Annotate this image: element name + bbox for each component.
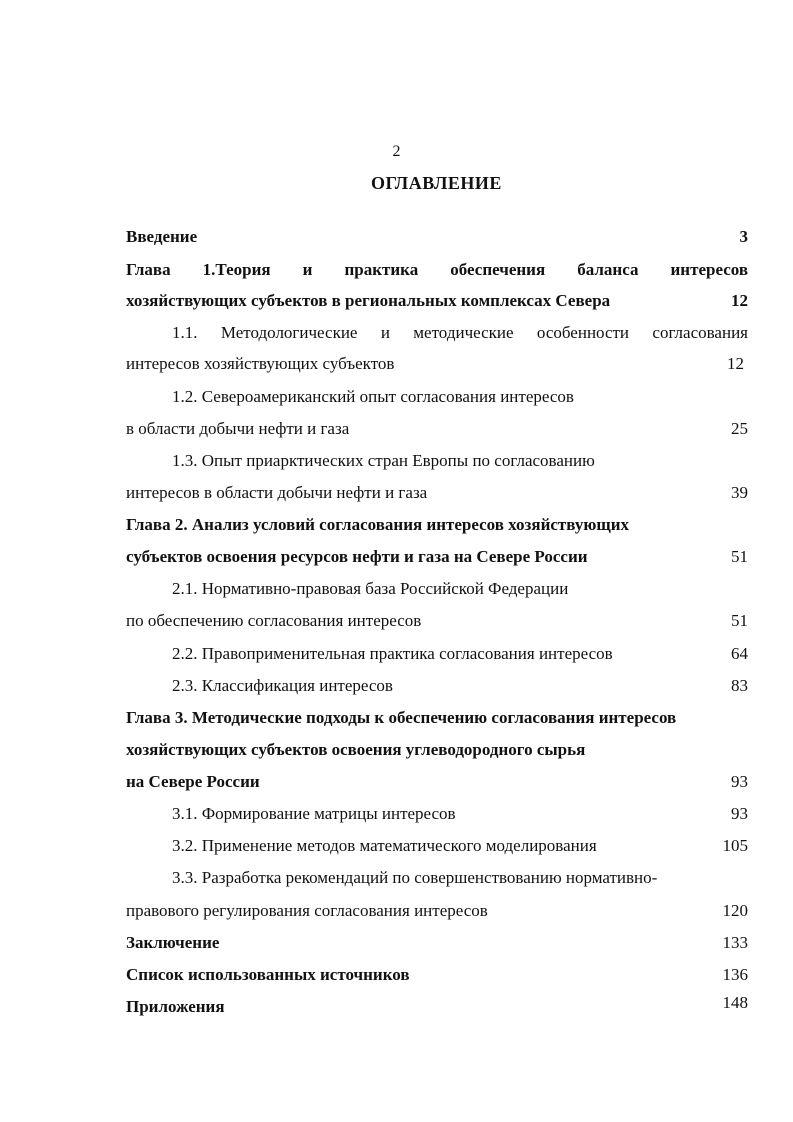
toc-entry-text: 2.3. Классификация интересов [172,676,393,695]
toc-entry-section-3-1 [126,802,748,826]
toc-page-number: 133 [722,933,748,952]
toc-entry-text: Введение [126,227,198,246]
toc-entry-text: Заключение [126,933,220,952]
toc-entry-text: 2.1. Нормативно-правовая база Российской Федерации [172,579,569,598]
toc-page-number: 3 [739,227,748,246]
toc-entry-text: 3.1. Формирование матрицы интересов [172,804,456,823]
toc-entry-text: интересов хозяйствующих субъектов [126,354,395,373]
toc-entry-text: субъектов освоения ресурсов нефти и газа на Севере России [126,547,588,566]
toc-page-number: 93 [731,804,748,823]
toc-entry-chapter-1-cont [126,289,748,313]
toc-entry-section-1-2-cont [126,417,748,441]
toc-entry-section-2-1-cont [126,609,748,633]
toc-entry-sources [126,963,748,987]
toc-page-number: 93 [731,772,748,791]
toc-entry-section-1-1-cont [126,352,748,376]
toc-entry-chapter-2 [126,513,748,537]
toc-entry-section-1-3 [126,449,748,473]
toc-entry-text: хозяйствующих субъектов в региональных комплексах Севера [126,291,611,310]
toc-entry-chapter-3-cont-2 [126,770,748,794]
toc-entry-section-3-3-cont [126,899,748,923]
toc-entry-section-1-1 [126,321,748,345]
toc-entry-text: 1.2. Североамериканский опыт согласования интересов [172,387,574,406]
toc-page-number: 25 [731,419,748,438]
toc-entry-chapter-2-cont [126,545,748,569]
toc-entry-section-2-3 [126,674,748,698]
toc-entry-text: 2.2. Правоприменительная практика согласования интересов [172,644,613,663]
toc-entry-chapter-3-cont [126,738,748,762]
toc-entry-text: в области добычи нефти и газа [126,419,350,438]
toc-page-number: 39 [731,483,748,502]
toc-page-number: 51 [731,547,748,566]
toc-entry-text: 1.3. Опыт приарктических стран Европы по согласованию [172,451,595,470]
toc-entry-section-2-2 [126,642,748,666]
toc-page-number: 83 [731,676,748,695]
toc-entry-text: 3.3. Разработка рекомендаций по совершенствованию нормативно- [172,868,658,887]
toc-page-number: 12 [727,354,744,373]
toc-entry-text: интересов в области добычи нефти и газа [126,483,428,502]
toc-entry-section-1-2 [126,385,748,409]
toc-entry-chapter-3 [126,706,748,730]
toc-entry-text: Список использованных источников [126,965,410,984]
toc-entry-text: Глава 1.Теория и практика обеспечения баланса интересов [126,260,748,279]
toc-entry-text: Приложения [126,997,225,1016]
toc-page-number: 64 [731,644,748,663]
toc-entry-chapter-1 [126,258,748,282]
toc-page-number: 51 [731,611,748,630]
toc-entry-section-2-1 [126,577,748,601]
toc-entry-section-1-3-cont [126,481,748,505]
toc-page-number: 12 [731,291,748,310]
page-title: ОГЛАВЛЕНИЕ [371,173,502,193]
toc-page-number: 136 [722,965,748,984]
toc-entry-text: правового регулирования согласования интересов [126,901,488,920]
toc-page-number: 120 [722,901,748,920]
page-number: 2 [392,143,401,160]
toc-page-number: 105 [722,836,748,855]
toc-entry-text: Глава 2. Анализ условий согласования интересов хозяйствующих [126,515,629,534]
toc-entry-text: по обеспечению согласования интересов [126,611,422,630]
toc-entry-appendix [126,995,748,1019]
toc-entry-text: хозяйствующих субъектов освоения углеводородного сырья [126,740,586,759]
toc-entry-text: Глава 3. Методические подходы к обеспечению согласования интересов [126,708,677,727]
toc-entry-text: на Севере России [126,772,260,791]
toc-entry-section-3-3 [126,866,748,890]
toc-entry-intro [126,225,748,249]
toc-page-number: 148 [722,993,748,1012]
toc-entry-text: 3.2. Применение методов математического моделирования [172,836,597,855]
toc-entry-text: 1.1. Методологические и методические особенности согласования [172,323,748,342]
toc-entry-conclusion [126,931,748,955]
toc-entry-section-3-2 [126,834,748,858]
